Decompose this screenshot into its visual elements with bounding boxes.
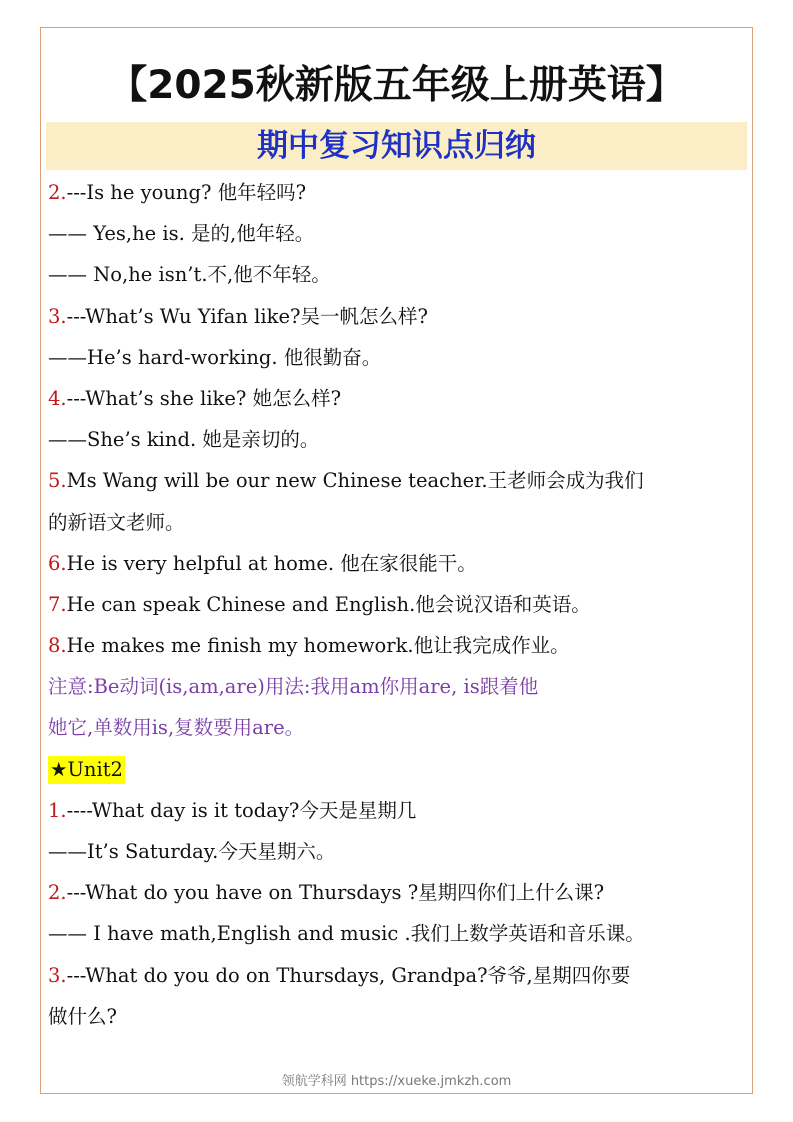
list-item bbox=[48, 460, 752, 501]
item-text: —— I have math,English and music .我们上数学英语和音乐课。 bbox=[48, 922, 645, 946]
item-text: 做什么? bbox=[48, 1004, 117, 1028]
item-number: 2. bbox=[48, 181, 67, 204]
item-number: 7. bbox=[48, 592, 67, 616]
list-item bbox=[48, 172, 752, 213]
item-text: He is very helpful at home. 他在家很能干。 bbox=[66, 551, 477, 575]
item-text: ——She’s kind. 她是亲切的。 bbox=[48, 428, 320, 452]
item-text: 的新语文老师。 bbox=[48, 510, 185, 534]
list-item bbox=[48, 625, 752, 666]
item-number: 6. bbox=[48, 551, 67, 575]
item-text: ---Is he young? 他年轻吗? bbox=[66, 181, 307, 204]
footer-watermark: 领航学科网 https://xueke.jmkzh.com bbox=[281, 1074, 512, 1089]
page-subtitle: 期中复习知识点归纳 bbox=[257, 128, 536, 164]
item-number: 4. bbox=[48, 386, 67, 410]
item-text: He makes me finish my homework.他让我完成作业。 bbox=[66, 634, 570, 658]
list-item bbox=[48, 790, 752, 831]
subtitle-band bbox=[46, 122, 747, 170]
list-item bbox=[48, 296, 752, 337]
list-item bbox=[48, 584, 752, 625]
unit-heading bbox=[48, 749, 752, 790]
item-text: ---What do you do on Thursdays, Grandpa?爷爷,星期四你要 bbox=[66, 963, 631, 987]
item-text: —— Yes,he is. 是的,他年轻。 bbox=[48, 222, 315, 246]
content bbox=[48, 172, 752, 1037]
list-item bbox=[48, 213, 752, 254]
list-item bbox=[48, 254, 752, 295]
page-title: 【2025秋新版五年级上册英语】 bbox=[108, 63, 685, 108]
item-text: ---What’s she like? 她怎么样? bbox=[66, 386, 342, 410]
item-text: ——He’s hard-working. 他很勤奋。 bbox=[48, 345, 382, 369]
item-number: 8. bbox=[48, 634, 67, 658]
item-text: ----What day is it today?今天是星期几 bbox=[66, 798, 417, 822]
list-item bbox=[48, 996, 752, 1037]
item-number: 2. bbox=[48, 881, 67, 905]
item-text: ——It’s Saturday.今天星期六。 bbox=[48, 840, 336, 863]
list-item bbox=[48, 913, 752, 954]
list-item bbox=[48, 378, 752, 419]
note-line: 她它,单数用is,复数要用are。 bbox=[48, 716, 305, 740]
note-line: 注意:Be动词(is,am,are)用法:我用am你用are, is跟着他 bbox=[48, 675, 539, 699]
list-item bbox=[48, 502, 752, 543]
list-item bbox=[48, 419, 752, 460]
item-text: —— No,he isn’t.不,他不年轻。 bbox=[48, 263, 331, 287]
list-item bbox=[48, 831, 752, 872]
item-number: 3. bbox=[48, 963, 67, 987]
unit-tag: ★Unit2 bbox=[48, 756, 125, 784]
item-number: 3. bbox=[48, 304, 67, 328]
list-item bbox=[48, 543, 752, 584]
list-item bbox=[48, 337, 752, 378]
item-number: 1. bbox=[48, 798, 67, 822]
list-item bbox=[48, 872, 752, 913]
item-number: 5. bbox=[48, 469, 67, 493]
list-item bbox=[48, 955, 752, 996]
item-text: ---What’s Wu Yifan like?吴一帆怎么样? bbox=[66, 304, 428, 328]
item-text: He can speak Chinese and English.他会说汉语和英语。 bbox=[66, 592, 591, 616]
item-text: ---What do you have on Thursdays ?星期四你们上什么课? bbox=[66, 881, 605, 905]
item-text: Ms Wang will be our new Chinese teacher.王老师会成为我们 bbox=[66, 469, 644, 493]
